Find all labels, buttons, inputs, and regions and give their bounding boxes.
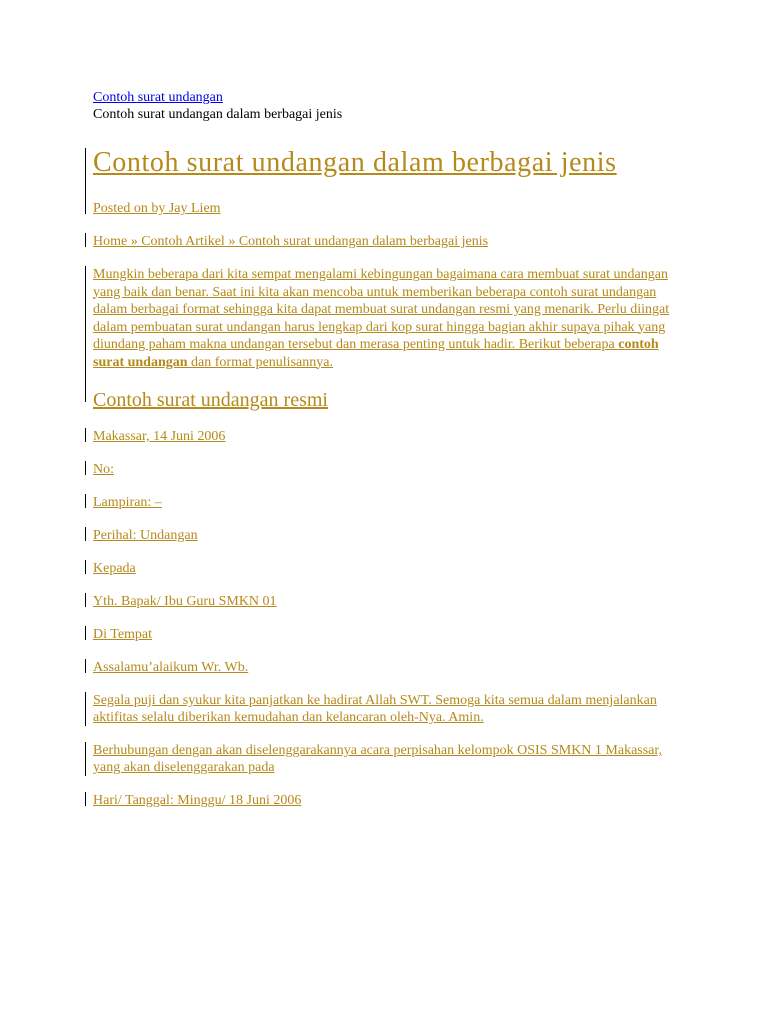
letter-number[interactable]: No: bbox=[93, 461, 683, 478]
letter-greeting[interactable]: Assalamu’alaikum Wr. Wb. bbox=[93, 659, 683, 676]
article-breadcrumb[interactable]: Home » Contoh Artikel » Contoh surat undangan dalam berbagai jenis bbox=[93, 233, 683, 250]
letter-recipient[interactable]: Yth. Bapak/ Ibu Guru SMKN 01 bbox=[93, 593, 683, 610]
letter-date-day[interactable]: Hari/ Tanggal: Minggu/ 18 Juni 2006 bbox=[93, 792, 683, 809]
letter-praise[interactable]: Segala puji dan syukur kita panjatkan ke hadirat Allah SWT. Semoga kita semua dalam menjalankan aktifitas selalu diberikan kemudahan dan kelancaran oleh-Nya. Amin. bbox=[93, 692, 683, 726]
intro-bold-keyword: contoh surat undangan bbox=[93, 337, 659, 370]
letter-regarding[interactable]: Berhubungan dengan akan diselenggarakannya acara perpisahan kelompok OSIS SMKN 1 Makassar, yang akan diselenggarakan pada bbox=[93, 742, 683, 776]
letter-date[interactable]: Makassar, 14 Juni 2006 bbox=[93, 428, 683, 445]
letter-subject[interactable]: Perihal: Undangan bbox=[93, 527, 683, 544]
letter-attachment[interactable]: Lampiran: – bbox=[93, 494, 683, 511]
section-title[interactable]: Contoh surat undangan resmi bbox=[93, 389, 328, 411]
posted-by[interactable]: Posted on by Jay Liem bbox=[93, 200, 683, 217]
top-breadcrumb-link[interactable]: Contoh surat undangan bbox=[93, 90, 223, 105]
intro-text-end: dan format penulisannya. bbox=[187, 354, 333, 370]
top-breadcrumb bbox=[93, 88, 683, 106]
letter-to[interactable]: Kepada bbox=[93, 560, 683, 577]
document-content bbox=[93, 88, 683, 809]
article-title[interactable]: Contoh surat undangan dalam berbagai jenis bbox=[93, 146, 683, 180]
letter-place[interactable]: Di Tempat bbox=[93, 626, 683, 643]
top-subtitle: Contoh surat undangan dalam berbagai jenis bbox=[93, 107, 343, 122]
intro-paragraph[interactable] bbox=[93, 266, 683, 371]
intro-text-start: Mungkin beberapa dari kita sempat mengalami kebingungan bagaimana cara membuat surat undangan yang baik dan benar. Saat ini kita akan mencoba untuk memberikan beberapa contoh surat undangan dalam berbagai format sehingga kita dapat membuat surat undangan resmi yang menarik. Perlu diingat dalam pembuatan surat undangan harus lengkap dari kop surat hingga bagian akhir supaya pihak yang diundang paham makna undangan tersebut dan merasa penting untuk hadir. Berikut beberapa bbox=[93, 267, 670, 352]
